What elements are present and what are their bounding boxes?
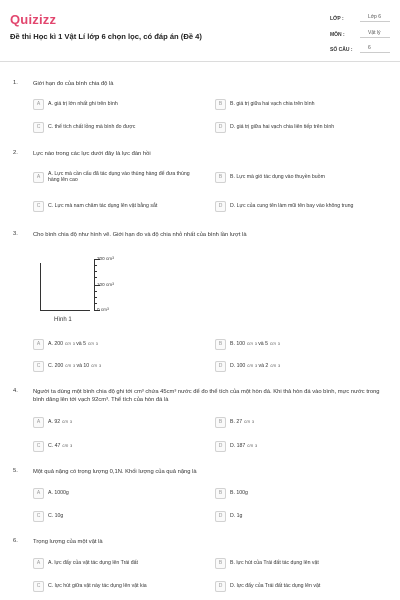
question-number: 3. xyxy=(13,231,18,237)
scale-label-0: 0 $cm^3$ xyxy=(97,307,109,312)
question-text: Giới hạn đo của bình chia độ là xyxy=(33,81,114,87)
option-letter-box: D xyxy=(215,122,226,133)
option-b[interactable] xyxy=(215,170,387,184)
option-b[interactable] xyxy=(215,337,387,351)
question-number: 2. xyxy=(13,150,18,156)
option-c[interactable] xyxy=(33,579,205,593)
scale-tick xyxy=(94,271,97,272)
option-c[interactable] xyxy=(33,199,205,213)
option-text: A. giá trị lớn nhất ghi trên bình xyxy=(48,100,118,107)
option-text: B. giá trị giữa hai vạch chia trên bình xyxy=(230,100,315,107)
scale-tick xyxy=(94,303,97,304)
question-number: 5. xyxy=(13,468,18,474)
option-letter-box: B xyxy=(215,339,226,350)
quizizz-logo[interactable]: Quizizz xyxy=(10,12,57,27)
option-text: B. Lực mà gió tác dụng vào thuyền buồm xyxy=(230,173,325,180)
option-letter-box: D xyxy=(215,201,226,212)
option-a[interactable] xyxy=(33,556,205,570)
option-letter-box: A xyxy=(33,417,44,428)
option-text: B. 100 cm $^3$ và 5 cm $^3$ xyxy=(230,340,280,347)
option-letter-box: C xyxy=(33,511,44,522)
option-text: D. 1g xyxy=(230,512,243,519)
question-number: 6. xyxy=(13,538,18,544)
option-c[interactable] xyxy=(33,120,205,134)
question-number: 4. xyxy=(13,388,18,394)
option-text: B. lực hút của Trái đất tác dụng lên vật xyxy=(230,559,319,566)
option-a[interactable] xyxy=(33,337,205,351)
option-letter-box: D xyxy=(215,511,226,522)
option-text: A. Lực mà cần cẩu đã tác dụng vào thùng hàng để đưa thùng hàng lên cao xyxy=(48,170,190,183)
option-d[interactable] xyxy=(215,199,387,213)
option-text: D. Lực của cung tên làm mũi tên bay vào không trung xyxy=(230,202,354,209)
option-letter-box: D xyxy=(215,441,226,452)
option-text: D. 187 cm $^3$ xyxy=(230,442,258,449)
option-d[interactable] xyxy=(215,579,387,593)
option-text: D. lực đẩy của Trái đất tác dụng lên vật xyxy=(230,582,321,589)
option-a[interactable] xyxy=(33,170,205,184)
option-letter-box: A xyxy=(33,339,44,350)
graduated-cylinder-figure xyxy=(36,253,156,325)
option-letter-box: C xyxy=(33,441,44,452)
option-text: A. 1000g xyxy=(48,489,69,496)
option-letter-box: B xyxy=(215,417,226,428)
question-text: Người ta dùng một bình chia độ ghi tới cm³ chứa 45cm³ nước để đo thể tích của một hòn đá. Khi thả hòn đá vào bình, mực nước trong bình dâng lên tới vạch 92cm³. Thể tích của hòn đá là xyxy=(33,389,380,403)
scale-tick xyxy=(94,297,97,298)
figure-caption: Hình 1 xyxy=(54,317,72,323)
option-letter-box: A xyxy=(33,99,44,110)
option-d[interactable] xyxy=(215,359,387,373)
subject-field: Vật lý xyxy=(360,30,390,38)
option-text: C. 47 cm $^3$ xyxy=(48,442,73,449)
option-text: D. giá trị giữa hai vạch chia liên tiếp trên bình xyxy=(230,123,335,130)
option-letter-box: C xyxy=(33,122,44,133)
option-letter-box: D xyxy=(215,361,226,372)
question-text: Lực nào trong các lực dưới đây là lực đàn hồi xyxy=(33,151,151,157)
question-count-label: SỐ CÂU : xyxy=(330,47,353,53)
option-b[interactable] xyxy=(215,556,387,570)
option-text: C. 200 cm $^3$ và 10 cm $^3$ xyxy=(48,362,101,369)
scale-tick xyxy=(94,265,97,266)
option-letter-box: C xyxy=(33,581,44,592)
option-c[interactable] xyxy=(33,359,205,373)
option-letter-box: B xyxy=(215,488,226,499)
option-b[interactable] xyxy=(215,415,387,429)
option-letter-box: A xyxy=(33,558,44,569)
option-text: A. 92 cm $^3$ xyxy=(48,418,72,425)
question-number: 1. xyxy=(13,80,18,86)
option-letter-box: C xyxy=(33,201,44,212)
option-a[interactable] xyxy=(33,97,205,111)
option-letter-box: B xyxy=(215,172,226,183)
option-letter-box: D xyxy=(215,581,226,592)
page-header xyxy=(0,0,400,62)
option-b[interactable] xyxy=(215,486,387,500)
option-letter-box: B xyxy=(215,99,226,110)
scale-label-200: 200 $cm^3$ xyxy=(97,256,114,261)
grade-label: LỚP : xyxy=(330,16,344,22)
option-text: A. 200 cm $^3$ và 5 cm $^3$ xyxy=(48,340,98,347)
option-c[interactable] xyxy=(33,439,205,453)
grade-field: Lớp 6 xyxy=(360,14,390,22)
option-text: C. Lực mà nam châm tác dụng lên vật bằng sắt xyxy=(48,202,158,209)
question-count-field: 6 xyxy=(360,45,390,53)
scale-tick xyxy=(94,291,97,292)
option-letter-box: C xyxy=(33,361,44,372)
question-text: Cho bình chia độ như hình vẽ. Giới hạn đo và độ chia nhỏ nhất của bình lần lượt là xyxy=(33,232,247,238)
subject-label: MÔN : xyxy=(330,32,345,38)
option-text: B. 100g xyxy=(230,489,248,496)
option-a[interactable] xyxy=(33,415,205,429)
cylinder-outline xyxy=(40,263,90,311)
option-d[interactable] xyxy=(215,439,387,453)
question-text: Trọng lượng của một vật là xyxy=(33,539,103,545)
option-d[interactable] xyxy=(215,509,387,523)
option-text: D. 100 cm $^3$ và 2 cm $^3$ xyxy=(230,362,281,369)
option-a[interactable] xyxy=(33,486,205,500)
option-text: C. thể tích chất lỏng mà bình đo được xyxy=(48,123,136,130)
option-b[interactable] xyxy=(215,97,387,111)
option-text: B. 27 cm $^3$ xyxy=(230,418,254,425)
option-text: A. lực đẩy của vật tác dụng lên Trái đất xyxy=(48,559,138,566)
scale-label-100: 100 $cm^3$ xyxy=(97,282,114,287)
option-text: C. 10g xyxy=(48,512,64,519)
option-letter-box: A xyxy=(33,172,44,183)
scale-tick xyxy=(94,277,97,278)
option-text: C. lực hút giữa vật này tác dụng lên vật kia xyxy=(48,582,147,589)
question-text: Một quả nặng có trọng lượng 0,1N. Khối lượng của quả nặng là xyxy=(33,469,197,475)
page-title: Đề thi Học kì 1 Vật Lí lớp 6 chọn lọc, có đáp án (Đề 4) xyxy=(10,32,202,41)
option-letter-box: B xyxy=(215,558,226,569)
option-letter-box: A xyxy=(33,488,44,499)
option-c[interactable] xyxy=(33,509,205,523)
option-d[interactable] xyxy=(215,120,387,134)
